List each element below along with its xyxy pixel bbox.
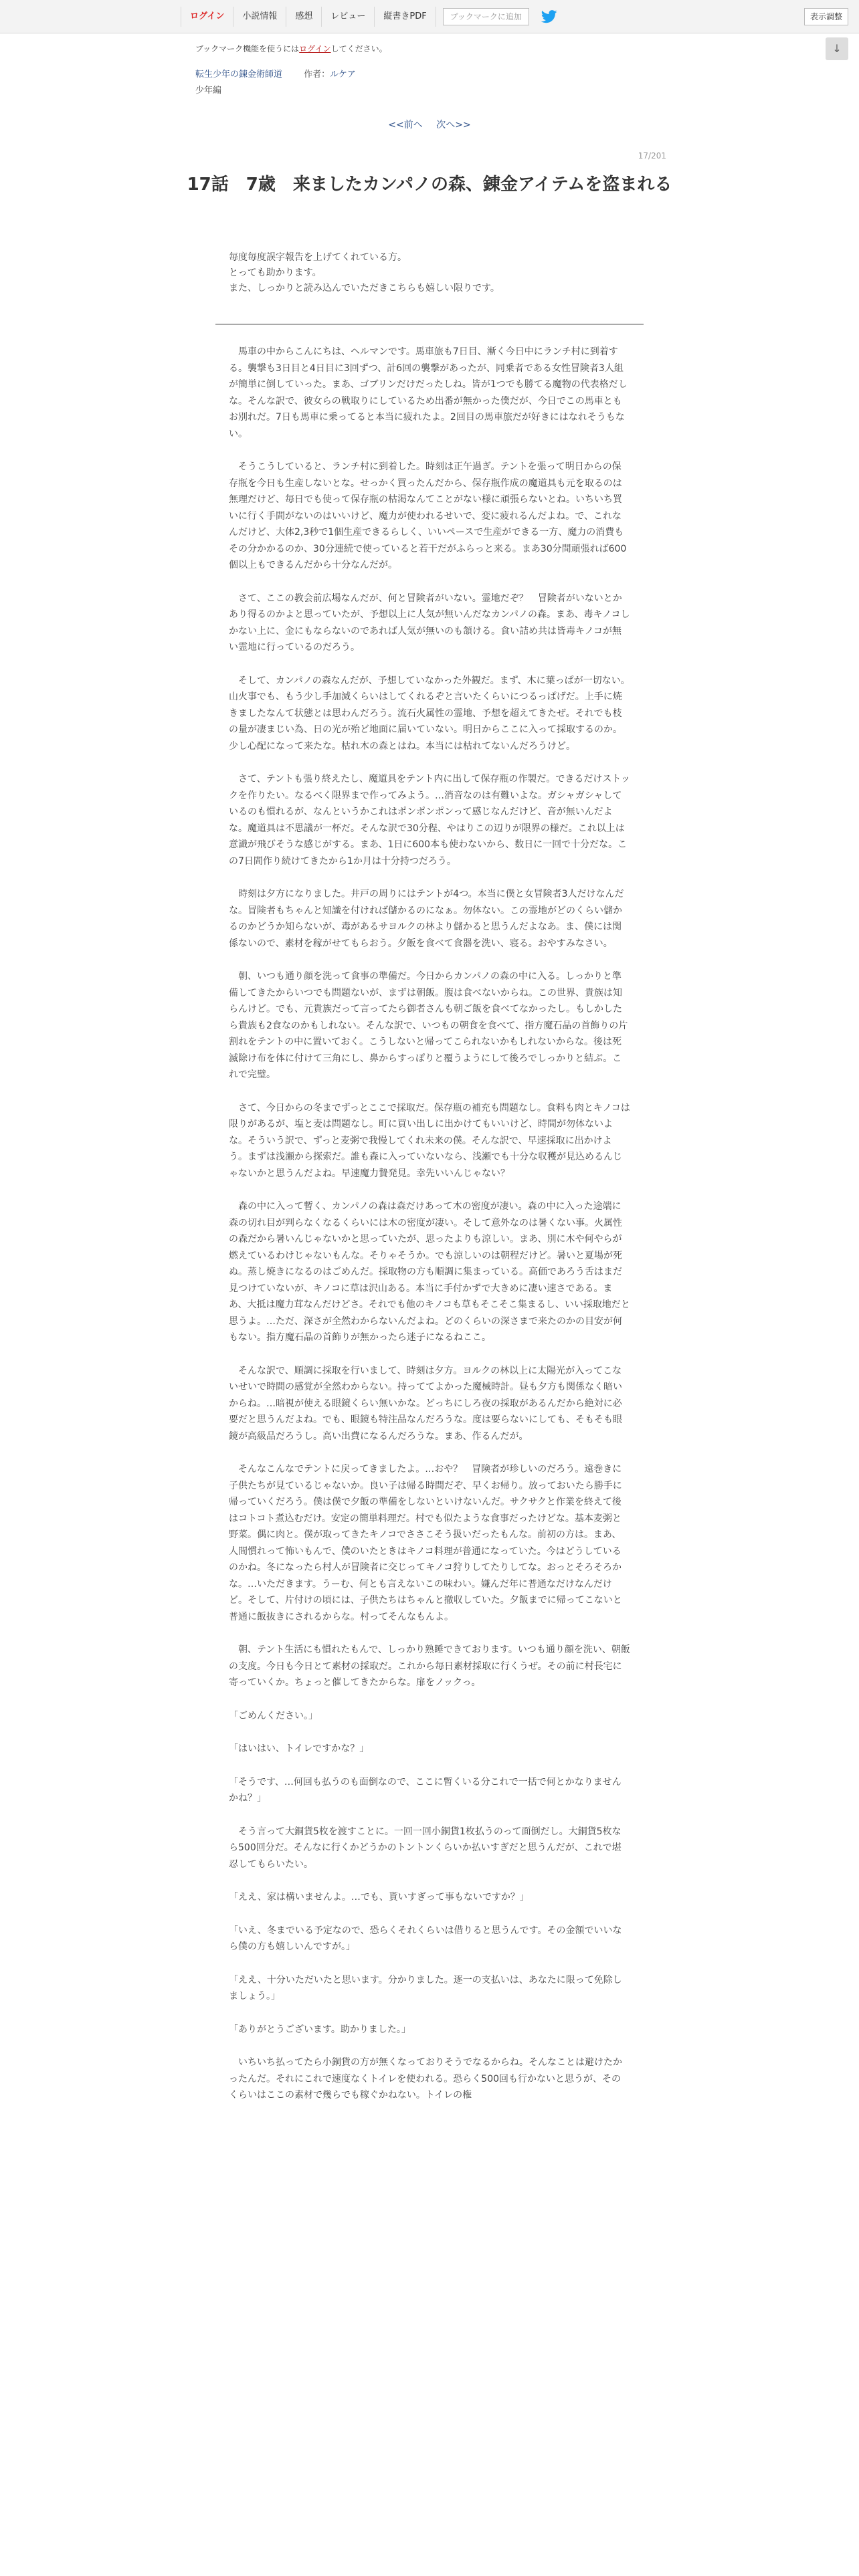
author-link[interactable]: ルケア — [330, 70, 356, 80]
preface-line: 毎度毎度誤字報告を上げてくれている方。 — [229, 252, 407, 263]
top-bar — [0, 0, 859, 33]
episode-title: 17話 7歳 来ましたカンパノの森、錬金アイテムを盗まれる — [187, 175, 672, 195]
story-paragraph: そう言って大銅貨5枚を渡すことに。一回一回小銅貨1枚払うのって面倒だし。大銅貨5枚なら500回分だ。そんなに行くかどうかのトントンくらいか払いすぎだと思うんだが、これで堪忍してもらいたい。 — [229, 1826, 622, 1870]
divider — [215, 324, 644, 325]
story-paragraph: さて、テントも張り終えたし、魔道具をテント内に出して保存瓶の作製だ。できるだけストックを作りたい。なるべく限界まで作ってみよう。…消音なのは有難いよな。ガシャガシャしているのも慣れるが、なんというかこれはポンポンポンって感じなんだけど、音が無いんだよな。魔道具は不思議が一杯だ。そんな訳で30分程、やはりこの辺りが限界の様だ。これ以上は意識が飛びそうな感じがする。まあ、1日に600本も使わないから、数日に一回で十分だな。この7日間作り続けてきたから1か月は十分持つだろう。 — [229, 774, 630, 867]
notice-login-link[interactable]: ログイン — [299, 44, 331, 53]
story-paragraph: 馬車の中からこんにちは、ヘルマンです。馬車旅も7日目、漸く今日中にランチ村に到着する。襲撃も3日目と4日目に3回ずつ、計6回の襲撃があったが、同乗者である女性冒険者3人組が簡単に倒していった。まあ、ゴブリンだけだったしね。皆が1つでも勝てる魔物の代表格だしな。そんな訳で、彼女らの戦取りにしているため出番が無かった僕だが、今日でこの馬車ともお別れだ。7日も馬車に乗ってると本当に疲れたよ。2回目の馬車旅だが好きにはなれそうもない。 — [229, 346, 628, 439]
story-paragraph: 「はいはい、トイレですかな？」 — [229, 1743, 369, 1754]
story-paragraph: 「いえ、冬までいる予定なので、恐らくそれくらいは借りると思うんです。その金額でいいなら僕の方も嬉しいんですが。」 — [229, 1925, 622, 1952]
author-label: 作者： — [304, 70, 330, 80]
story-paragraph: 森の中に入って暫く、カンパノの森は森だけあって木の密度が凄い。森の中に入った途端に森の切れ目が判らなくなるくらいには木の密度が凄い。そして意外なのは暑くない事。火属性の森だから暑いんじゃないかと思っていたが、思ったよりも涼しい。まあ、別に木や何やらが燃えているわけじゃないもんな。そりゃそうか。でも涼しいのは朝程だけど。暑いと夏場が死ぬ。蒸し焼きになるのはごめんだ。採取物の方も順調に集まっている。高価であろう舌はまだ見つけていないが、キノコに草は沢山ある。本当に手付かずで大きめに凄い速さである。まあ、大抵は魔力茸なんだけどさ。それでも他のキノコも草もそこそこ集まるし、いい採取地だと思うよ。…ただ、深さが全然わからないんだよね。どのくらいの深さまで来たのかの目安が何もない。指方魔石晶の首飾りが無かったら迷子になるねここ。 — [229, 1201, 630, 1343]
story-paragraph: 「そうです、…何回も払うのも面倒なので、ここに暫くいる分これで一括で何とかなりませんかね？」 — [229, 1776, 622, 1804]
story-paragraph: 朝、テント生活にも慣れたもんで、しっかり熟睡できております。いつも通り顔を洗い、朝飯の支度。今日も今日とて素材の採取だ。これから毎日素材採取に行くうぜ。その前に村長宅に寄っていくか。ちょっと催してきたからな。扉をノックっ。 — [229, 1644, 630, 1688]
top-nav — [181, 7, 557, 27]
story-paragraph: 「ごめんください。」 — [229, 1710, 318, 1721]
novel-info-link[interactable]: 小説情報 — [233, 7, 286, 27]
preface-line: また、しっかりと読み込んでいただきこちらも嬉しい限りです。 — [229, 283, 500, 294]
add-bookmark-button[interactable]: ブックマークに追加 — [443, 8, 529, 25]
story-paragraph: 「ええ、家は構いませんよ。…でも、貰いすぎって事もないですか？」 — [229, 1892, 529, 1903]
story-paragraph: 「ありがとうございます。助かりました。」 — [229, 2024, 411, 2035]
story-paragraph: 時刻は夕方になりました。井戸の周りにはテントが4つ。本当に僕と女冒険者3人だけなんだな。冒険者もちゃんと知識を付ければ儲かるのになぁ。勿体ない。この霊地がどのくらい儲かるのかどうか知らないが、毒があるサヨルクの林より儲かると思うんだよなあ。ま、僕には関係ないので、素材を稼がせてもらおう。夕飯を食べて食器を洗い、寝る。おやすみなさい。 — [229, 889, 624, 949]
story-paragraph: そうこうしていると、ランチ村に到着した。時刻は正午過ぎ。テントを張って明日からの保存瓶を今日も生産しないとな。せっかく買ったんだから、保存瓶作成の魔道具も元を取るのは無理だけど、毎日でも使って保存瓶の枯渇なんてことがない様に頑張らないとね。いちいち買いに行く手間がないのはいいけど、魔力が使われるせいで、変に疲れるんだよね。で、これなんだけど、大体2,3秒で1個生産できるらしく、いいペースで生産ができる一方、魔力の消費もその分かかるのか、30分連続で使っていると若干だがふらっと来る。まあ30分間頑張れば600個以上もできるんだから十分なんだが。 — [229, 461, 627, 570]
display-settings-button[interactable]: 表示調整 — [804, 8, 848, 25]
prev-link[interactable]: <<前へ — [388, 120, 423, 130]
story-paragraph: さて、ここの教会前広場なんだが、何と冒険者がいない。霊地だぞ？ 冒険者がいないとかあり得るのかよと思っていたが、予想以上に人気が無いんだなカンパノの森。まあ、毒キノコしかない上に、金にもならないのであれば人気が無いのも頷ける。食い詰め共は皆毒キノコが無い霊地に行っているのだろう。 — [229, 593, 630, 653]
series-info — [195, 67, 356, 80]
login-link[interactable]: ログイン — [181, 7, 233, 27]
next-link[interactable]: 次へ>> — [436, 120, 471, 130]
impressions-link[interactable]: 感想 — [286, 7, 321, 27]
review-link[interactable]: レビュー — [321, 7, 374, 27]
pager — [0, 118, 859, 131]
preface-line: とっても助かります。 — [229, 267, 322, 278]
vertical-pdf-link[interactable]: 縦書きPDF — [374, 7, 436, 27]
page-number: 17/201 — [638, 151, 666, 160]
twitter-icon[interactable] — [541, 10, 557, 23]
scroll-down-button[interactable]: ↓ — [826, 37, 848, 60]
story-paragraph: そんなこんなでテントに戻ってきましたよ。…おや？ 冒険者が珍しいのだろう。遠巻きに子供たちが見ているじゃないか。良い子は帰る時間だぞ、早くお帰り。放っておいたら勝手に帰っていくだろう。僕は僕で夕飯の準備をしないといけないんだ。サクサクと作業を終えて後はコトコト煮込むだけ。安定の簡単料理だ。村でも似たような食事だったけどな。基本麦粥と野菜。偶に肉と。僕が取ってきたキノコでささこそう扱いだったもんな。前初の方は。まあ、人間慣れって怖いもんで、僕のいたときはキノコ料理が普通になっていた。今はどうしているのかね。冬になったら村人が冒険者に交じってキノコ狩りしてたりしてな。おっとそろそろかな。…いただきます。うーむ、何とも言えないこの味わい。嫌んだ年に普通なだけなんだけど。そして、片付けの頃には、子供たちはちゃんと撤収していた。夕飯までに帰ってこないと普通に飯抜きにされるからな。村ってそんなもんよ。 — [229, 1464, 622, 1622]
notice-prefix: ブックマーク機能を使うには — [195, 44, 300, 53]
story-paragraph: いちいち払ってたら小銅貨の方が無くなっておりそうでなるからね。そんなことは避けたかったんだ。それにこれで速度なくトイレを使われる。恐らく500回も行かないと思うが、そのくらいはここの素材で幾らでも稼ぐかねない。トイレの権 — [229, 2057, 622, 2101]
novel-title-link[interactable]: 転生少年の錬金術師道 — [195, 70, 283, 80]
story-body — [229, 344, 630, 2121]
story-paragraph: そして、カンパノの森なんだが、予想していなかった外観だ。まず、木に葉っぱが一切ない。山火事でも、もう少し手加減くらいはしてくれるぞと言いたくらいにつるっぱげだ。上手に焼きましたなんて状態とは思わんだろう。流石火属性の霊地、予想を超えてきたぜ。それでも枝の量が凄まじい為、日の光が殆ど地面に届いていない。明日からここに入って採取するのか。少し心配になって来たな。枯れ木の森とはね。本当には枯れてないんだろうけど。 — [229, 675, 630, 752]
story-paragraph: そんな訳で、順調に採取を行いまして、時刻は夕方。ヨルクの林以上に太陽光が入ってこないせいで時間の感覚が全然わからない。持っててよかった魔械時計。昼も夕方も関係なく暗いからね。…暗視が使える眼鏡くらい無いかな。どっちにしろ夜の採取があるんだから絶対に必要だと思うんだよね。でも、眼鏡も特注品なんだろうな。度は要らないにしても、そもそも眼鏡が高級品だろうし。高い出費になるんだろうな。まあ、作るんだが。 — [229, 1365, 622, 1442]
story-paragraph: さて、今日からの冬までずっとここで採取だ。保存瓶の補充も問題なし。食料も肉とキノコは限りがあるが、塩と麦は問題なし。町に買い出しに出かけてもいいけど、時間が勿体ないよな。そういう訳で、ずっと麦粥で我慢してくれ未来の僕。そんな訳で、早速採取に出かけよう。まずは浅瀬から探索だ。誰も森に入っていないなら、浅瀬でも十分な収穫が見込めるんじゃないかと思うんだよね。早速魔力贄発見。幸先いいんじゃない？ — [229, 1102, 630, 1179]
story-paragraph: 朝、いつも通り顔を洗って食事の準備だ。今日からカンパノの森の中に入る。しっかりと準備してきたからいつでも問題ないが、まずは朝飯。腹は食べないからね。この世界、貴族は知らんけど。でも、元貴族だって言ってたら御者さんも朝ご飯を食べてなかったし。もしかしたら貴族も2食なのかもしれない。そんな訳で、いつもの朝食を食べて、指方魔石晶の首飾りの片割れをテントの中に置いておく。こうしないと帰ってこられないかもしれないからな。後は死滅除け布を体に付けて三角にし、鼻からすっぽりと覆うようにして後ろでしっかりと結ぶ。これで完璧。 — [229, 971, 628, 1080]
chapter-title: 少年編 — [195, 86, 222, 96]
notice-suffix: してください。 — [330, 44, 387, 53]
story-paragraph: 「ええ、十分いただいたと思います。分かりました。逐一の支払いは、あなたに限って免除しましょう。」 — [229, 1974, 622, 2002]
preface — [229, 250, 644, 296]
bookmark-notice — [195, 43, 387, 54]
